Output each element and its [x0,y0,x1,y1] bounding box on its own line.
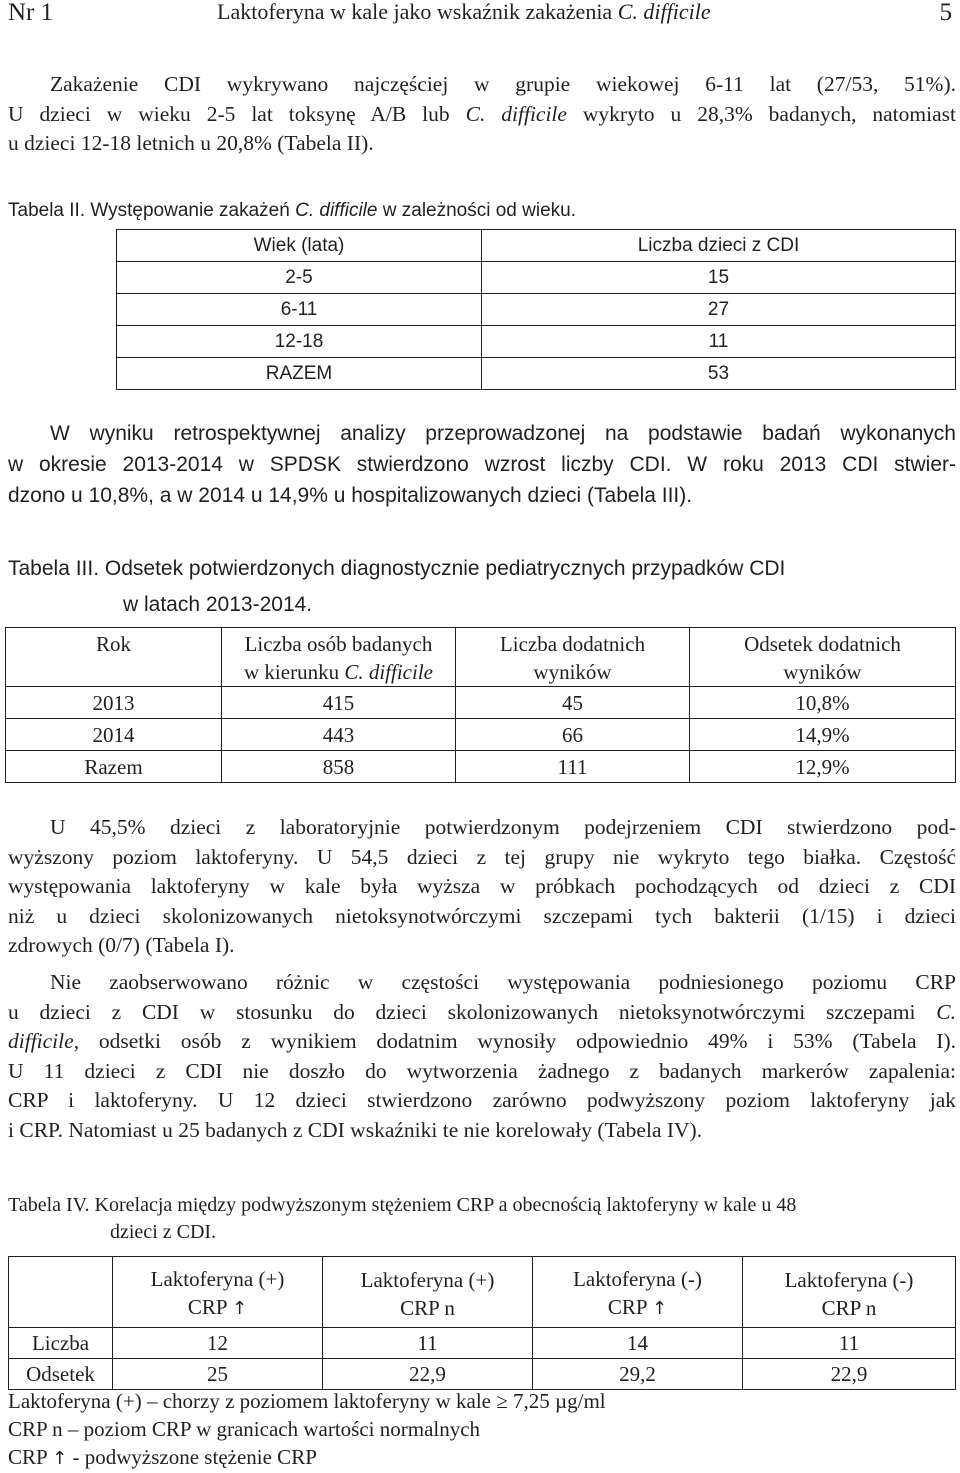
text-line: Nie zaobserwowano różnic w częstości występowania podniesionego poziomu CRP [50,970,956,994]
table-4-caption-line2: dzieci z CDI. [110,1221,217,1243]
table-header-tested: Liczba osób badanych w kierunku C. difficile [222,628,456,687]
paragraph-age-groups [8,70,956,159]
table-cell: 12,9% [690,751,956,783]
table-header-age: Wiek (lata) [117,230,482,262]
table-cell: 14 [533,1328,743,1359]
text-line: i CRP. Natomiast u 25 badanych z CDI wskaźniki te nie korelowały (Tabela IV). [8,1117,703,1142]
table-header-lakto-neg-crp-high: Laktoferyna (-) CRP ↑ [533,1257,743,1328]
legend-line: CRP n – poziom CRP w granicach wartości normalnych [8,1417,481,1441]
table-cell: 22,9 [323,1359,533,1390]
arrow-up-icon: ↑ [232,1298,248,1319]
table-cell: Razem [6,751,222,783]
table-cell: Odsetek [9,1359,113,1390]
text-line: występowania laktoferyny w kale była wyższa w próbkach pochodzących od dzieci z CDI [8,874,956,898]
table-row [6,751,956,783]
table-header-year: Rok [6,628,222,687]
text-line: Zakażenie CDI wykrywano najczęściej w grupie wiekowej 6-11 lat (27/53, 51%). [50,72,956,96]
table-cell: RAZEM [117,358,482,390]
table-row [117,358,956,390]
text-line: niż u dzieci skolonizowanych nietoksynotwórczymi szczepami tych bakterii (1/15) i dzieci [8,903,956,928]
table-row [117,326,956,358]
table-header-empty [9,1257,113,1328]
page-number: 5 [939,0,952,26]
text-line: W wyniku retrospektywnej analizy przeprowadzonej na podstawie badań wykonanych [50,422,956,445]
page-journal-issue: Nr 1 [8,0,54,26]
text-line: difficile, odsetki osób z wynikiem dodatnim wynosiły odpowiednio 49% i 53% (Tabela I). [8,1029,956,1053]
table-3-caption [8,554,785,620]
paragraph-lactoferrin [8,813,956,961]
text-line: CRP i laktoferyny. U 12 dzieci stwierdzono zarówno podwyższony poziom laktoferyny jak [8,1088,956,1112]
text-line: U 11 dzieci z CDI nie doszło do wytworzenia żadnego z badanych markerów zapalenia: [8,1058,956,1083]
table-4-caption-line1: Tabela IV. Korelacja między podwyższonym stężeniem CRP a obecnością laktoferyny w kale u 48 [8,1194,797,1216]
paragraph-crp [8,968,956,1145]
table-cell: 29,2 [533,1359,743,1390]
table-cell: 45 [456,687,690,719]
table-cell: 2-5 [117,262,482,294]
table-cell: 858 [222,751,456,783]
table-cell: 66 [456,719,690,751]
table-cell: 11 [743,1328,956,1359]
table-header-positive-rate: Odsetek dodatnich wyników [690,628,956,687]
table-row [6,719,956,751]
table-3 [5,627,956,783]
table-cell: 2013 [6,687,222,719]
table-cell: 22,9 [743,1359,956,1390]
table-cell: 12-18 [117,326,482,358]
table-header-cdi-count: Liczba dzieci z CDI [482,230,956,262]
paragraph-retrospective [8,418,956,511]
text-line: U dzieci w wieku 2-5 lat toksynę A/B lub C. difficile wykryto u 28,3% badanych, natomiast [8,101,956,126]
table-row [117,262,956,294]
table-4 [8,1256,956,1390]
table-cell: 2014 [6,719,222,751]
table-header-lakto-pos-crp-high: Laktoferyna (+) CRP ↑ [113,1257,323,1328]
table-cell: 415 [222,687,456,719]
table-header-lakto-neg-crp-normal: Laktoferyna (-) CRP n [743,1257,956,1328]
text-line: zdrowych (0/7) (Tabela I). [8,933,235,957]
text-line: u dzieci z CDI w stosunku do dzieci skolonizowanych nietoksynotwórczymi szczepami C. [8,999,956,1024]
table-header-positive: Liczba dodatnich wyników [456,628,690,687]
text-line: wyższony poziom laktoferyny. U 54,5 dzieci z tej grupy nie wykryto tego białka. Częstość [8,844,956,869]
table-cell: 14,9% [690,719,956,751]
table-header-lakto-pos-crp-normal: Laktoferyna (+) CRP n [323,1257,533,1328]
table-cell: 6-11 [117,294,482,326]
table-cell: 10,8% [690,687,956,719]
table-cell: 27 [482,294,956,326]
table-cell: Liczba [9,1328,113,1359]
legend-line: CRP ↑ - podwyższone stężenie CRP [8,1445,317,1469]
arrow-up-icon: ↑ [652,1298,668,1319]
text-line: dzono u 10,8%, a w 2014 u 14,9% u hospitalizowanych dzieci (Tabela III). [8,484,693,507]
table-cell: 15 [482,262,956,294]
table-2-caption: Tabela II. Występowanie zakażeń C. difficile w zależności od wieku. [8,200,577,221]
table-cell: 12 [113,1328,323,1359]
text-line: w okresie 2013-2014 w SPDSK stwierdzono wzrost liczby CDI. W roku 2013 CDI stwier- [8,453,956,476]
table-row [9,1328,956,1359]
table-3-caption-line2: w latach 2013-2014. [123,593,313,616]
table-row [9,1359,956,1390]
text-line: u dzieci 12-18 letnich u 20,8% (Tabela II). [8,131,374,155]
arrow-up-icon: ↑ [52,1448,68,1469]
table-row [6,687,956,719]
table-cell: 25 [113,1359,323,1390]
table-cell: 11 [323,1328,533,1359]
legend-line: Laktoferyna (+) – chorzy z poziomem laktoferyny w kale ≥ 7,25 µg/ml [8,1389,606,1413]
table-cell: 53 [482,358,956,390]
running-title: Laktoferyna w kale jako wskaźnik zakażenia C. difficile [217,0,711,24]
table-2 [116,229,956,390]
table-4-caption [8,1192,796,1246]
table-4-legend [8,1387,606,1473]
text-line: U 45,5% dzieci z laboratoryjnie potwierdzonym podejrzeniem CDI stwierdzono pod- [50,815,956,839]
table-3-caption-line1: Tabela III. Odsetek potwierdzonych diagnostycznie pediatrycznych przypadków CDI [8,557,786,580]
table-cell: 443 [222,719,456,751]
table-cell: 111 [456,751,690,783]
table-cell: 11 [482,326,956,358]
table-row [117,294,956,326]
